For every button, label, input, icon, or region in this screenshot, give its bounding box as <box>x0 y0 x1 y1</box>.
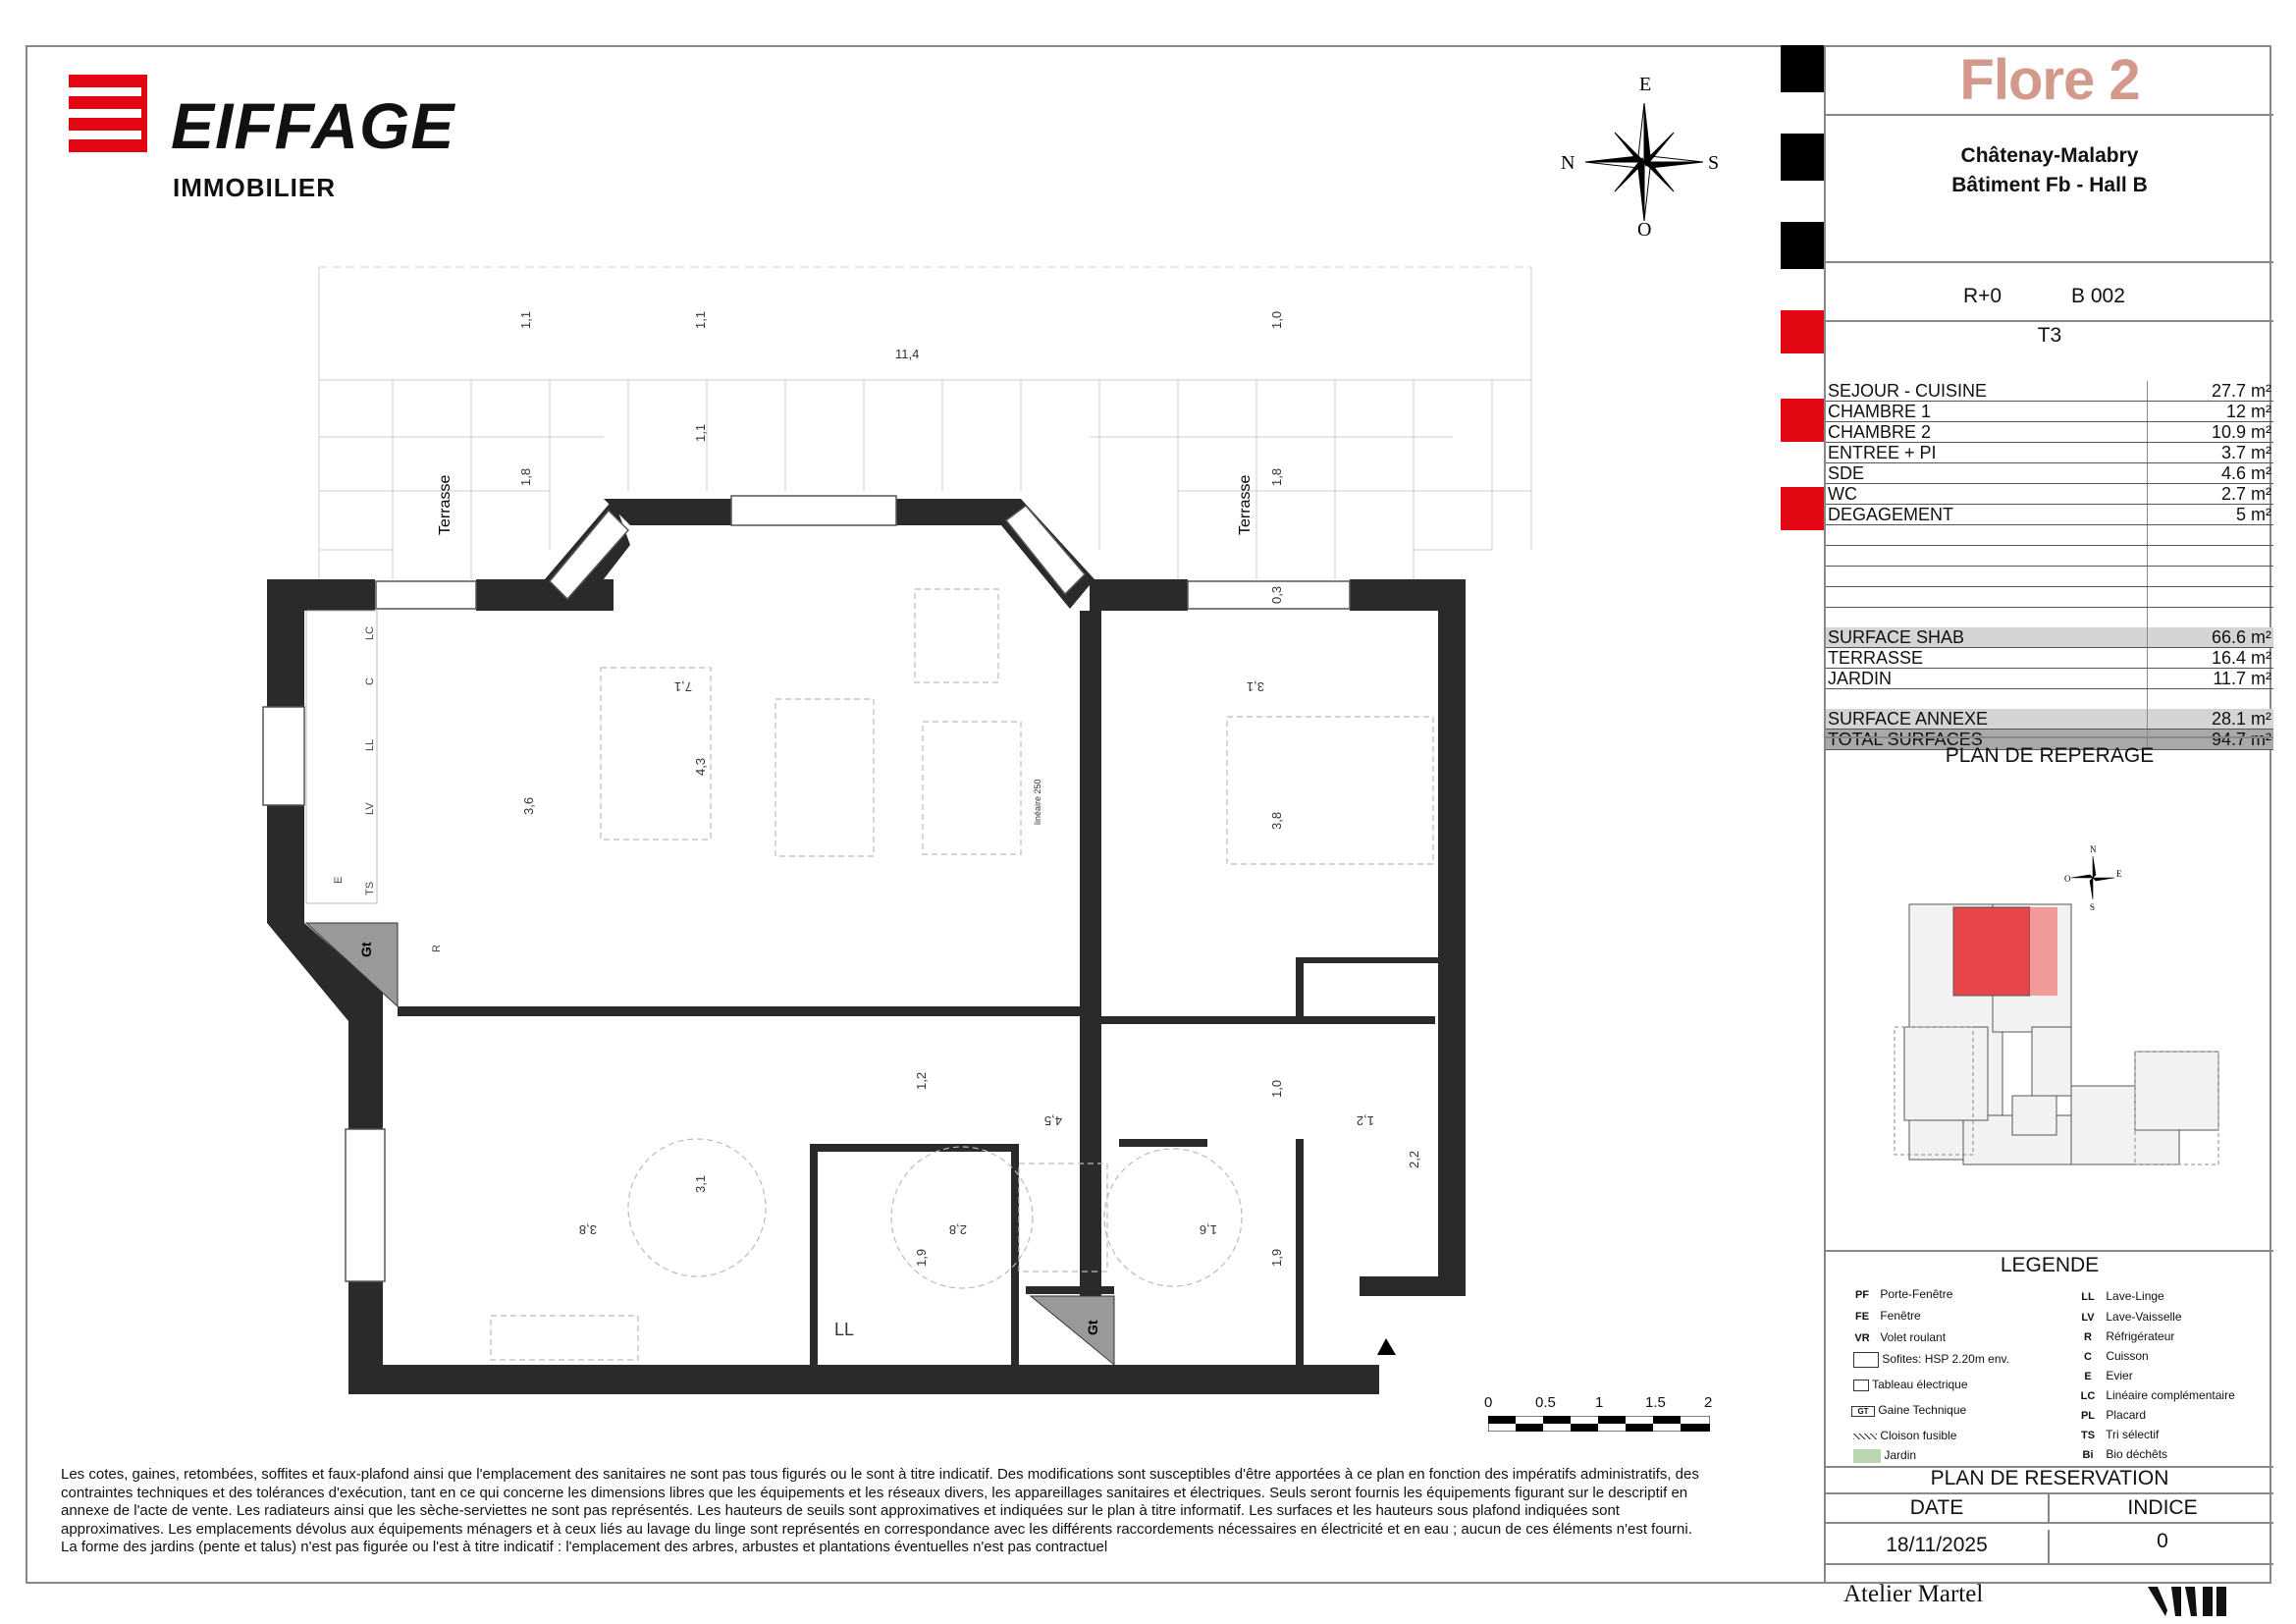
disclaimer-line: La forme des jardins (pente et talus) n'est pas figurée ou l'est à titre indicatif : l'emplacement des arbres, arbustes et plantations éventuelles n'est pas contractuel <box>61 1539 1108 1555</box>
room-row <box>1826 402 2273 422</box>
dim-0-3: 0,3 <box>1269 585 1284 604</box>
jardin-swatch <box>1853 1449 1881 1463</box>
walls <box>267 499 1466 1394</box>
architect-logo-icon <box>2148 1583 2228 1616</box>
key-e: E <box>333 876 345 884</box>
entrance-arrow <box>1377 1338 1396 1355</box>
dim-11-4: 11,4 <box>895 347 920 361</box>
kitchen-keys <box>306 611 443 952</box>
architect-name: Atelier Martel <box>1843 1581 1984 1607</box>
key-c: C <box>364 677 376 685</box>
room-area: 4.6 m² <box>2148 463 2273 484</box>
terrasse-value: 16.4 m² <box>2148 648 2273 669</box>
annexe-value: 28.1 m² <box>2148 709 2273 730</box>
legend <box>1826 1250 2273 1468</box>
dim-3-1a: 3,1 <box>1246 679 1264 694</box>
legend-item: E Evier <box>2084 1369 2133 1382</box>
shab-row <box>1826 627 2273 648</box>
furniture <box>491 589 1433 1360</box>
apartment-type: T3 <box>2037 324 2062 347</box>
room-name: DEGAGEMENT <box>1826 505 2148 525</box>
jardin-row <box>1826 669 2273 689</box>
dim-2-8: 2,8 <box>948 1222 967 1237</box>
key-ts: TS <box>364 881 376 895</box>
dim-2-2: 2,2 <box>1407 1150 1421 1168</box>
legend-title: LEGENDE <box>2000 1254 2100 1276</box>
logo-subtitle: IMMOBILIER <box>173 173 336 202</box>
legend-item: Bi Bio déchêts <box>2082 1447 2168 1461</box>
room-row <box>1826 484 2273 505</box>
tableau-swatch <box>1853 1380 1869 1391</box>
room-name: WC <box>1826 484 2148 505</box>
windows <box>263 496 1350 1281</box>
title-block <box>1824 45 2271 1607</box>
legend-item: PL Placard <box>2080 1408 2147 1422</box>
legend-item: LV Lave-Vaisselle <box>2081 1310 2182 1324</box>
total-value: 94.7 m² <box>2148 730 2273 750</box>
terrasse-row <box>1826 648 2273 669</box>
dim-3-1b: 3,1 <box>693 1174 708 1193</box>
level: R+0 <box>1963 285 2002 307</box>
legend-item: FE Fenêtre <box>1854 1309 1921 1323</box>
key-r: R <box>431 945 443 952</box>
indice-value: 0 <box>2048 1530 2275 1563</box>
terrasse-label: TERRASSE <box>1826 648 2148 669</box>
legend-item: GT Gaine Technique <box>1851 1403 1966 1417</box>
legend-item: TS Tri sélectif <box>2080 1428 2160 1441</box>
key-lc: LC <box>364 625 376 640</box>
scale-bar <box>1482 1394 1718 1443</box>
annexe-label: SURFACE ANNEXE <box>1826 709 2148 730</box>
disclaimer-line: approximatives. Les emplacements dévolus aux équipements ménagers et à ceux liés au lavage du linge sont représentés en correspondance avec les différents raccordements nécessaires en électricité et en eau ; aucun de ces éléments n'est fourni. <box>61 1520 1692 1538</box>
key-lv: LV <box>364 802 376 815</box>
eiffage-logo-icon <box>69 75 149 155</box>
lineaire-label: linéaire 250 <box>1033 779 1042 825</box>
room-row <box>1826 381 2273 402</box>
room-name: SEJOUR - CUISINE <box>1826 381 2148 402</box>
terrasse-label-1: Terrasse <box>437 474 454 535</box>
jardin-label: JARDIN <box>1826 669 2148 689</box>
room-area: 5 m² <box>2148 505 2273 525</box>
mini-compass-s: S <box>2090 902 2096 912</box>
compass-rose <box>1561 69 1728 245</box>
compass-o: O <box>1637 219 1652 241</box>
scale-0: 0 <box>1484 1394 1493 1411</box>
terrace-grid <box>319 267 1531 579</box>
dim-1-1a: 1,1 <box>518 310 533 329</box>
mini-compass-o: O <box>2064 874 2071 884</box>
jardin-value: 11.7 m² <box>2148 669 2273 689</box>
total-label: TOTAL SURFACES <box>1826 730 2148 750</box>
legend-item: Sofites: HSP 2.20m env. <box>1853 1352 2009 1368</box>
scale-1-5: 1.5 <box>1645 1394 1666 1411</box>
legend-item: PF Porte-Fenêtre <box>1854 1287 1953 1301</box>
floor-plan <box>255 265 1571 1404</box>
dim-1-0a: 1,0 <box>1269 310 1284 329</box>
legend-item: LC Linéaire complémentaire <box>2080 1388 2235 1402</box>
room-row <box>1826 463 2273 484</box>
key-ll: LL <box>364 738 376 751</box>
cloison-swatch <box>1853 1434 1877 1439</box>
plan-reperage-title: PLAN DE REPERAGE <box>1826 736 2273 768</box>
date-label: DATE <box>1909 1496 1964 1519</box>
shab-value: 66.6 m² <box>2148 627 2273 648</box>
room-area: 10.9 m² <box>2148 422 2273 443</box>
gt2-label: Gt <box>1085 1320 1100 1335</box>
legend-item: Cloison fusible <box>1853 1429 1956 1442</box>
room-name: CHAMBRE 1 <box>1826 402 2148 422</box>
dim-1-9a: 1,9 <box>914 1248 929 1267</box>
dim-1-6: 1,6 <box>1199 1222 1217 1237</box>
legend-item: Tableau électrique <box>1853 1378 1968 1391</box>
city: Châtenay-Malabry <box>1960 144 2139 167</box>
room-row <box>1826 505 2273 525</box>
legend-item: Jardin <box>1853 1448 1916 1463</box>
compass-n: N <box>1561 152 1575 174</box>
disclaimer <box>61 1466 1789 1557</box>
reservation-block <box>1826 1465 2273 1624</box>
disclaimer-line: annexe de l'acte de vente. Les radiateurs ainsi que les sèche-serviettes ne sont pas représentés. Les hauteurs de seuils sont approximatives et indiquées sur le plan à titre informatif. Les surfaces et les hauteurs sous plafond indiquées sont <box>61 1502 1620 1519</box>
location-map <box>1885 791 2228 1184</box>
dim-3-8b: 3,8 <box>578 1222 597 1237</box>
ll-room-label: LL <box>834 1320 855 1339</box>
dim-1-9b: 1,9 <box>1269 1248 1284 1267</box>
legend-item: LL Lave-Linge <box>2081 1289 2164 1303</box>
dimensions <box>518 311 1421 1267</box>
dim-1-0b: 1,0 <box>1269 1079 1284 1098</box>
program-logo-text: Flore 2 <box>1959 48 2140 112</box>
mini-compass-e: E <box>2116 869 2122 879</box>
dim-1-1b: 1,1 <box>693 310 708 329</box>
dim-7-1: 7,1 <box>673 679 692 694</box>
room-area: 3.7 m² <box>2148 443 2273 463</box>
gt1-label: Gt <box>358 942 374 957</box>
soffite-swatch <box>1853 1352 1879 1368</box>
disclaimer-line: Les cotes, gaines, retombées, soffites et faux-plafond ainsi que l'emplacement des sanitaires ne sont pas tous figurés ou le sont à titre indicatif. Des modifications sont susceptibles d'être apportées à ce plan en fonction des impératifs administratifs, des <box>61 1466 1699 1483</box>
room-row <box>1826 443 2273 463</box>
legend-item: C Cuisson <box>2084 1349 2149 1363</box>
lot-number: B 002 <box>2071 285 2125 307</box>
dim-1-2a: 1,2 <box>914 1071 929 1090</box>
disclaimer-line: contraintes techniques et des tolérances d'exécution, tant en ce qui concerne les dimensions libres que les équipements et les réseaux divers, les appareillages sanitaires et électriques. Seuls seront fournis les équipements figurant sur le descriptif en <box>61 1484 1688 1501</box>
dim-3-8a: 3,8 <box>1269 811 1284 830</box>
annexe-row <box>1826 709 2273 730</box>
dim-4-5: 4,5 <box>1043 1113 1062 1128</box>
lot-row <box>1826 265 2273 322</box>
compass-e: E <box>1639 74 1652 95</box>
room-area: 2.7 m² <box>2148 484 2273 505</box>
compass-s: S <box>1708 152 1720 174</box>
logo-name: EIFFAGE <box>171 89 455 162</box>
surface-table <box>1826 381 2273 750</box>
dim-1-8a: 1,8 <box>518 467 533 486</box>
dim-1-2b: 1,2 <box>1356 1113 1374 1128</box>
scale-2: 2 <box>1704 1394 1713 1411</box>
room-name: SDE <box>1826 463 2148 484</box>
location-block <box>1826 116 2273 263</box>
room-row <box>1826 422 2273 443</box>
legend-item: VR Volet roulant <box>1854 1330 1947 1344</box>
dim-4-3: 4,3 <box>693 757 708 776</box>
building: Bâtiment Fb - Hall B <box>1951 174 2148 196</box>
program-logo <box>1826 45 2273 116</box>
scale-0-5: 0.5 <box>1535 1394 1556 1411</box>
dim-3-6: 3,6 <box>521 796 536 815</box>
room-name: CHAMBRE 2 <box>1826 422 2148 443</box>
reservation-title: PLAN DE RESERVATION <box>1826 1465 2273 1494</box>
shab-label: SURFACE SHAB <box>1826 627 2148 648</box>
indice-label: INDICE <box>2048 1494 2275 1522</box>
scale-1: 1 <box>1595 1394 1604 1411</box>
dim-1-8b: 1,8 <box>1269 467 1284 486</box>
dim-1-1c: 1,1 <box>693 423 708 442</box>
room-name: ENTREE + PI <box>1826 443 2148 463</box>
room-area: 27.7 m² <box>2148 381 2273 402</box>
date-value: 18/11/2025 <box>1886 1534 1988 1556</box>
terrasse-label-2: Terrasse <box>1237 474 1254 535</box>
room-area: 12 m² <box>2148 402 2273 422</box>
legend-item: R Réfrigérateur <box>2084 1329 2175 1343</box>
mini-compass-n: N <box>2090 844 2097 854</box>
